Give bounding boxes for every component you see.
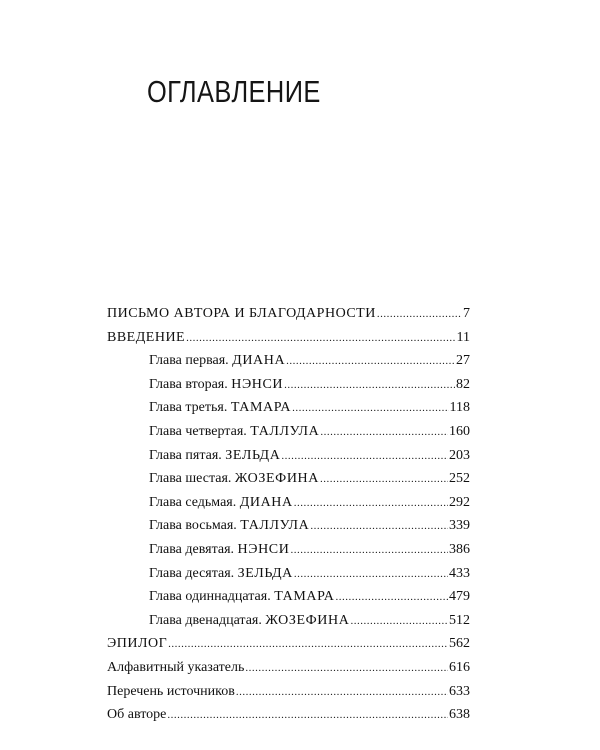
toc-dot-leader	[294, 563, 448, 587]
toc-entry-epilogue[interactable]	[107, 632, 470, 656]
toc-page-number: 82	[456, 376, 470, 392]
toc-page-number: 7	[463, 306, 470, 321]
toc-entry-label: Алфавитный указатель	[107, 659, 245, 675]
toc-page-number: 11	[456, 329, 470, 345]
toc-entry-chapter-4[interactable]	[107, 420, 470, 444]
toc-entry-label: Об авторе	[107, 707, 167, 723]
toc-dot-leader	[320, 421, 448, 445]
toc-page-number: 292	[449, 494, 470, 510]
toc-page-number: 252	[449, 471, 470, 487]
toc-entry-label: Глава двенадцатая. ЖОЗЕФИНА	[149, 612, 350, 628]
toc-dot-leader	[320, 468, 448, 492]
toc-entry-chapter-10[interactable]	[107, 562, 470, 586]
toc-entry-label: ПИСЬМО АВТОРА И БЛАГОДАРНОСТИ	[107, 306, 376, 321]
toc-entry-letter[interactable]	[107, 302, 470, 326]
toc-entry-chapter-9[interactable]	[107, 538, 470, 562]
toc-entry-label: Глава седьмая. ДИАНА	[149, 494, 293, 510]
toc-page-number: 638	[449, 707, 470, 723]
toc-dot-leader	[350, 610, 448, 634]
toc-entry-about-author[interactable]	[107, 703, 470, 727]
toc-dot-leader	[236, 681, 448, 705]
toc-page-number: 118	[449, 400, 470, 416]
toc-page-number: 339	[449, 518, 470, 534]
toc-entry-chapter-1[interactable]	[107, 349, 470, 373]
toc-page-number: 562	[449, 636, 470, 652]
toc-dot-leader	[377, 303, 462, 327]
toc-entry-label: Глава десятая. ЗЕЛЬДА	[149, 565, 293, 581]
toc-entry-introduction[interactable]	[107, 326, 470, 350]
toc-entry-label: Перечень источников	[107, 683, 235, 699]
toc-entry-chapter-2[interactable]	[107, 373, 470, 397]
toc-page-number: 479	[449, 589, 470, 605]
toc-entry-label: ЭПИЛОГ	[107, 636, 168, 652]
toc-dot-leader	[310, 515, 448, 539]
toc-entry-label: Глава шестая. ЖОЗЕФИНА	[149, 471, 319, 487]
toc-entry-chapter-7[interactable]	[107, 491, 470, 515]
toc-entry-chapter-5[interactable]	[107, 444, 470, 468]
toc-entry-label: Глава четвертая. ТАЛЛУЛА	[149, 423, 320, 439]
toc-dot-leader	[167, 704, 448, 728]
toc-dot-leader	[168, 633, 448, 657]
toc-entry-label: Глава третья. ТАМАРА	[149, 400, 292, 416]
toc-entry-chapter-12[interactable]	[107, 609, 470, 633]
table-of-contents	[107, 302, 470, 727]
toc-page-number: 616	[449, 659, 470, 675]
toc-entry-chapter-6[interactable]	[107, 467, 470, 491]
toc-dot-leader	[286, 350, 455, 374]
toc-page-number: 160	[449, 423, 470, 439]
toc-entry-label: Глава пятая. ЗЕЛЬДА	[149, 447, 281, 463]
toc-dot-leader	[294, 492, 448, 516]
toc-entry-chapter-11[interactable]	[107, 585, 470, 609]
toc-page-number: 512	[449, 612, 470, 628]
toc-entry-chapter-8[interactable]	[107, 514, 470, 538]
toc-dot-leader	[281, 445, 448, 469]
toc-entry-label: ВВЕДЕНИЕ	[107, 329, 186, 345]
toc-dot-leader	[284, 374, 455, 398]
toc-entry-label: Глава одиннадцатая. ТАМАРА	[149, 589, 335, 605]
toc-dot-leader	[245, 657, 448, 681]
toc-dot-leader	[290, 539, 448, 563]
toc-entry-label: Глава восьмая. ТАЛЛУЛА	[149, 518, 310, 534]
toc-dot-leader	[186, 327, 455, 351]
toc-page-number: 386	[449, 541, 470, 557]
toc-entry-label: Глава девятая. НЭНСИ	[149, 541, 290, 557]
toc-page-number: 27	[456, 353, 470, 369]
toc-entry-chapter-3[interactable]	[107, 396, 470, 420]
page-title: ОГЛАВЛЕНИЕ	[147, 74, 321, 109]
toc-page-number: 633	[449, 683, 470, 699]
toc-entry-index[interactable]	[107, 656, 470, 680]
toc-page-number: 203	[449, 447, 470, 463]
toc-page-number: 433	[449, 565, 470, 581]
toc-entry-sources[interactable]	[107, 680, 470, 704]
toc-entry-label: Глава вторая. НЭНСИ	[149, 376, 284, 392]
toc-dot-leader	[335, 586, 448, 610]
toc-entry-label: Глава первая. ДИАНА	[149, 353, 286, 369]
toc-dot-leader	[292, 397, 448, 421]
